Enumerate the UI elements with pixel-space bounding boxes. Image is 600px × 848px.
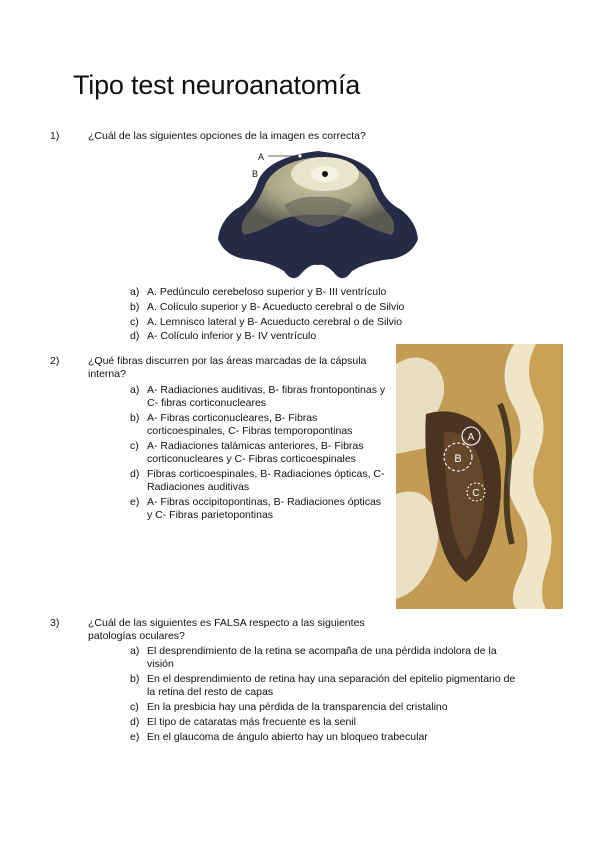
answer-option[interactable]: c) A- Radiaciones talámicas anteriores, B- Fibras corticonucleares y C- Fibras corticoespinales (130, 440, 364, 466)
question-1-options (130, 286, 430, 345)
answer-option[interactable]: d) A- Colículo inferior y B- IV ventrículo (130, 330, 317, 343)
figure-label-a: A (258, 152, 265, 162)
answer-option[interactable]: b) A. Colículo superior y B- Acueducto cerebral o de Silvio (130, 300, 405, 313)
internal-capsule-figure (396, 344, 563, 609)
answer-option[interactable]: a) A- Radiaciones auditivas, B- fibras frontopontinas y C- fibras corticonucleares (130, 384, 386, 410)
answer-option[interactable]: b) A- Fibras corticonucleares, B- Fibras corticoespinales, C- Fibras temporopontinas (130, 412, 353, 438)
answer-option[interactable]: e) A- Fibras occipitopontinas, B- Radiaciones ópticas y C- Fibras parietopontinas (130, 496, 382, 522)
answer-option[interactable]: d) El tipo de cataratas más frecuente es la senil (130, 715, 356, 728)
answer-option[interactable]: c) A. Lemnisco lateral y B- Acueducto cerebral o de Silvio (130, 315, 403, 328)
answer-option[interactable]: e) En el glaucoma de ángulo abierto hay un bloqueo trabecular (130, 730, 428, 743)
figure-label-c: C (472, 488, 480, 499)
question-number: 1) (50, 130, 60, 142)
page-title: Tipo test neuroanatomía (73, 70, 361, 100)
figure-label-a: A (467, 432, 475, 443)
question-text: ¿Qué fibras discurren por las áreas marcadas de la cápsula interna? (88, 355, 367, 380)
answer-option[interactable]: d) Fibras corticoespinales, B- Radiaciones ópticas, C- Radiaciones auditivas (130, 468, 385, 494)
answer-option[interactable]: a) A. Pedúnculo cerebeloso superior y B- III ventrículo (130, 286, 387, 298)
figure-label-b: B (252, 169, 259, 179)
answer-option[interactable]: a) El desprendimiento de la retina se acompaña de una pérdida indolora de la visión (130, 645, 497, 671)
figure-label-b: B (454, 453, 462, 465)
answer-option[interactable]: c) En la presbicia hay una pérdida de la transparencia del cristalino (130, 701, 448, 713)
question-3-options (130, 645, 525, 745)
brainstem-section-figure (218, 143, 418, 283)
question-number: 2) (50, 355, 60, 367)
answer-option[interactable]: b) En el desprendimiento de retina hay una separación del epitelio pigmentario de la retina del resto de capas (130, 673, 516, 699)
question-2-options (130, 384, 388, 524)
question-text: ¿Cuál de las siguientes es FALSA respecto a las siguientes patologías oculares? (88, 617, 365, 642)
question-number: 3) (50, 617, 60, 629)
question-text: ¿Cuál de las siguientes opciones de la imagen es correcta? (88, 130, 366, 142)
